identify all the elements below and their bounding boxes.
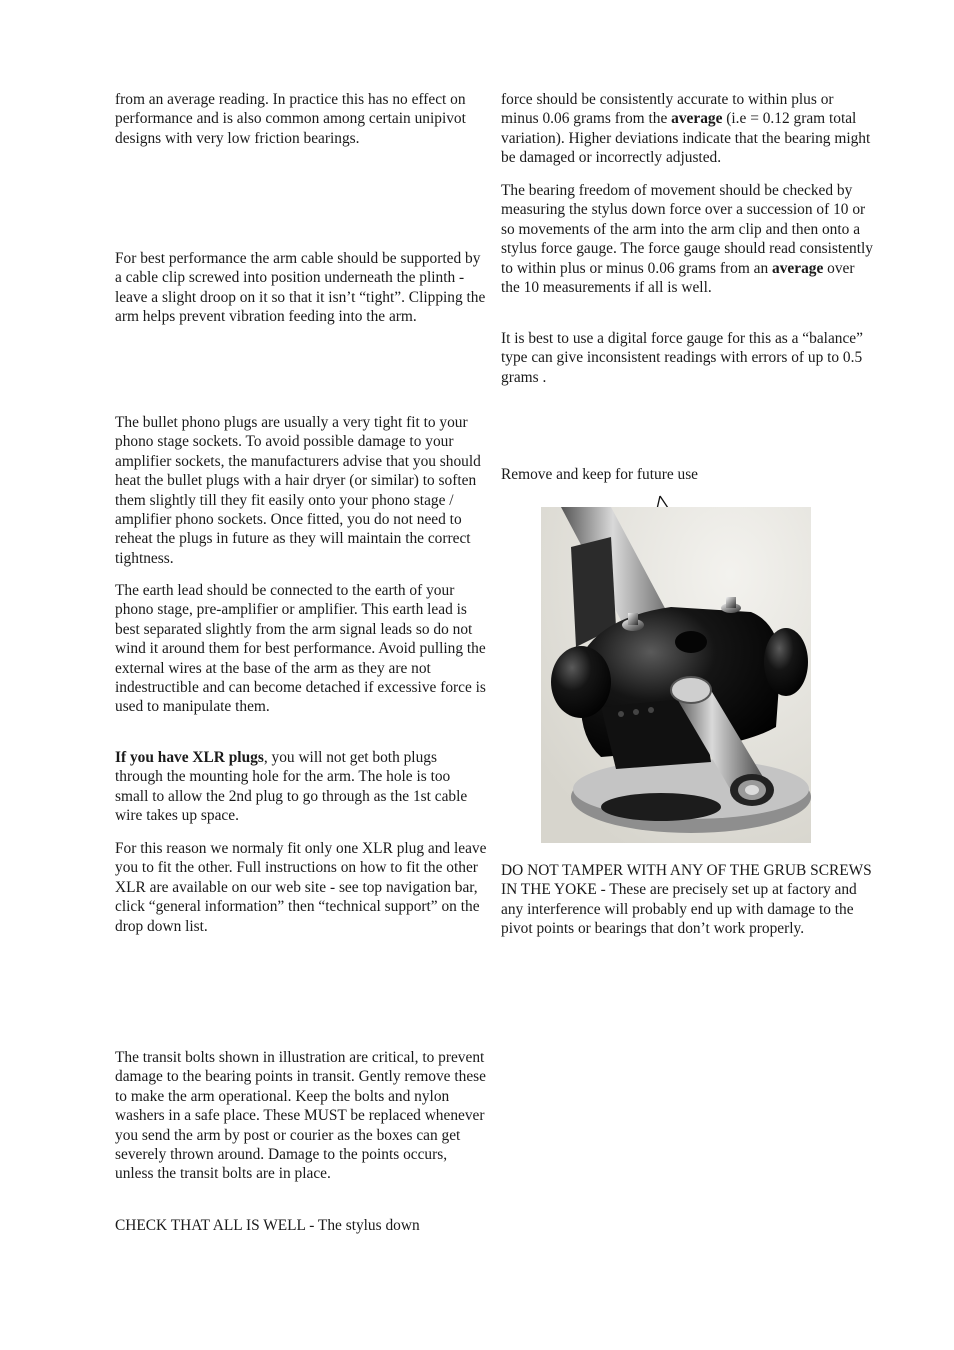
bearing-text-b: over the 10 measurements if all is well. <box>501 259 855 297</box>
bearing-bold-average: average <box>772 259 824 277</box>
force-text-a: force should be consistently accurate to within plus or minus 0.06 grams from the <box>501 91 834 128</box>
paragraph-unipivot: from an average reading. In practice this has no effect on performance and is also common among certain unipivot designs with very low friction bearings. <box>115 91 466 147</box>
paragraph-force-accuracy <box>501 90 873 168</box>
force-bold-average: average <box>671 110 723 128</box>
paragraph-earth-lead: The earth lead should be connected to the earth of your phono stage, pre-amplifier or amplifier. This earth lead is best separated slightly from the arm signal leads so do not wind it around them for best performance. Avoid pulling the external wires at the base of the arm as they are not indestructible and can become detached if excessive force is used to manipulate them. <box>115 582 486 716</box>
paragraph-cable-clip: For best performance the arm cable should be supported by a cable clip screwed into position underneath the plinth - leave a slight droop on it so that it isn’t “tight”. Clipping the arm helps prevent vibration feeding into the arm. <box>115 250 486 326</box>
paragraph-xlr-plugs <box>115 748 487 826</box>
paragraph-bearing-freedom <box>501 181 873 297</box>
paragraph-digital-gauge: It is best to use a digital force gauge for this as a “balance” type can give inconsistent readings with errors of up to 0.5 grams . <box>501 330 863 386</box>
xlr-bold-lead: If you have XLR plugs <box>115 749 264 766</box>
paragraph-transit-bolts: The transit bolts shown in illustration are critical, to prevent damage to the bearing points in transit. Gently remove these to make the arm operational. Keep the bolts and nylon washers in a safe place. These MUST be replaced whenever you send the arm by post or courier as the boxes can get severely thrown around. Damage to the points occurs, unless the transit bolts are in place. <box>115 1049 486 1183</box>
paragraph-xlr-instructions: For this reason we normaly fit only one XLR plug and leave you to fit the other. Full instructions on how to fit the other XLR are available on our web site - see top navigation bar, click “general information” then “technical support” on the drop down list. <box>115 840 487 935</box>
paragraph-bullet-plugs: The bullet phono plugs are usually a very tight fit to your phono stage sockets. To avoid possible damage to your amplifier sockets, the manufacturers advise that you should heat the bullet plugs with a hair dryer (or similar) to soften them slightly till they fit easily onto your phono stage / amplifier phono sockets. Once fitted, you do not need to reheat the plugs in future as they will maintain the correct tightness. <box>115 414 481 567</box>
xlr-rest: , you will not get both plugs through the mounting hole for the arm. The hole is too small to allow the 2nd plug to go through as the 1st cable wire takes up space. <box>115 749 468 825</box>
warning-grub-screws: DO NOT TAMPER WITH ANY OF THE GRUB SCREWS IN THE YOKE - These are precisely set up at factory and any interference will probably end up with damage to the pivot points or bearings that don’t work properly. <box>501 862 872 938</box>
force-text-b: (i.e = 0.12 gram total variation). Higher deviations indicate that the bearing might be damaged or incorrectly adjusted. <box>501 110 871 167</box>
photo-caption: Remove and keep for future use <box>501 466 699 483</box>
tonearm-yoke-photo <box>541 507 811 843</box>
bearing-text-a: The bearing freedom of movement should be checked by measuring the stylus down force over a succession of 10 or so movements of the arm into the arm clip and then onto a stylus force gauge. The force gauge should read consistently to within plus or minus 0.06 grams from an <box>501 182 873 277</box>
paragraph-check-well: CHECK THAT ALL IS WELL - The stylus down <box>115 1217 420 1234</box>
